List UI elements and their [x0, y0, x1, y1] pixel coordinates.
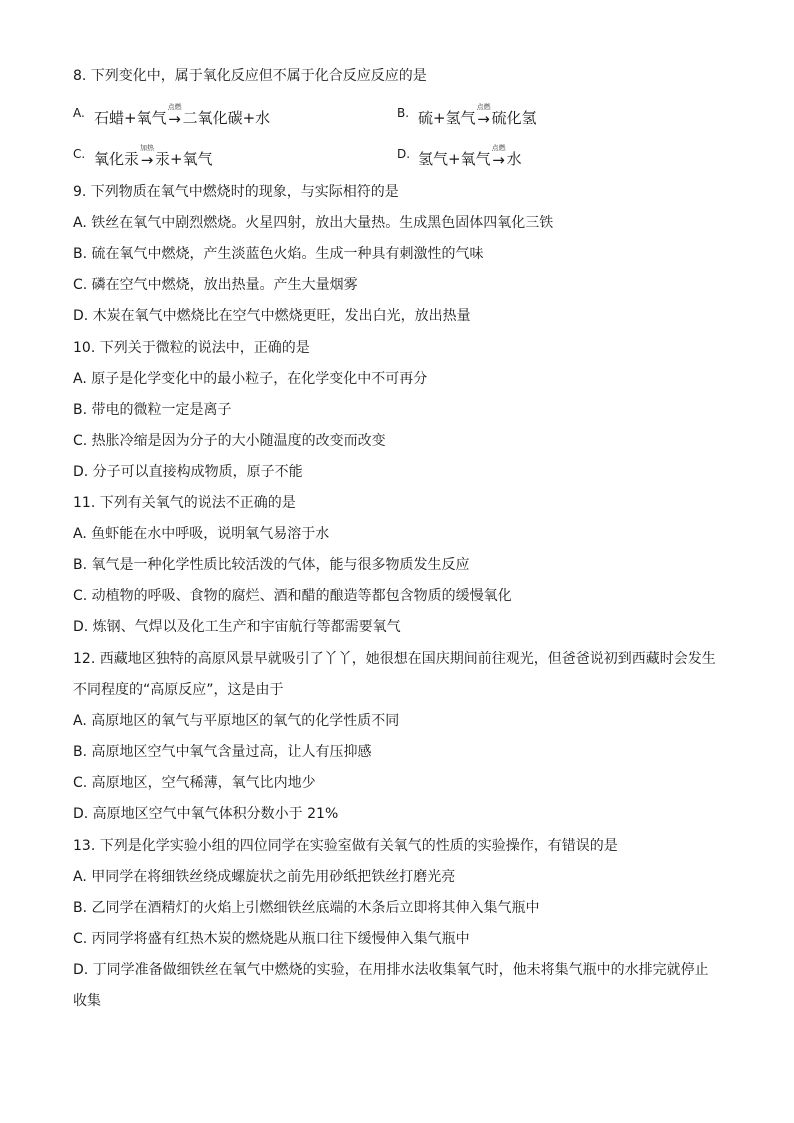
q9-stem: 9. 下列物质在氧气中燃烧时的现象，与实际相符的是	[73, 184, 399, 200]
q12-option-a[interactable]: A. 高原地区的氧气与平原地区的氧气的化学性质不同	[73, 713, 400, 729]
reaction-arrow	[168, 104, 182, 128]
q9-option-d[interactable]: D. 木炭在氧气中燃烧比在空气中燃烧更旺，发出白光，放出热量	[73, 308, 471, 324]
q13-option-a[interactable]: A. 甲同学在将细铁丝绕成螺旋状之前先用砂纸把铁丝打磨光亮	[73, 869, 456, 885]
q11-option-a[interactable]: A. 鱼虾能在水中呼吸，说明氧气易溶于水	[73, 526, 330, 542]
reaction-condition: 加热	[140, 144, 155, 152]
q8-option-b[interactable]	[418, 104, 537, 128]
q13-option-d-line2[interactable]: 收集	[73, 993, 101, 1009]
q10-option-d[interactable]: D. 分子可以直接构成物质，原子不能	[73, 464, 303, 480]
q12-stem-line1: 12. 西藏地区独特的高原风景早就吸引了丫丫，她很想在国庆期间前往观光，但爸爸说初到西藏时会发生	[73, 651, 716, 667]
q8-option-c[interactable]	[94, 145, 213, 169]
q13-option-b[interactable]: B. 乙同学在酒精灯的火焰上引燃细铁丝底端的木条后立即将其伸入集气瓶中	[73, 900, 540, 916]
q8-option-b-right: 硫化氢	[491, 109, 537, 127]
q11-option-b[interactable]: B. 氧气是一种化学性质比较活泼的气体，能与很多物质发生反应	[73, 557, 470, 573]
q11-option-d[interactable]: D. 炼钢、气焊以及化工生产和宇宙航行等都需要氧气	[73, 619, 401, 635]
q8-option-c-left: 氧化汞	[94, 150, 140, 168]
reaction-condition: 点燃	[491, 144, 506, 152]
q8-stem: 8. 下列变化中，属于氧化反应但不属于化合反应反应的是	[73, 68, 427, 84]
q8-option-a-letter: A.	[73, 106, 85, 120]
q8-option-b-left: 硫+氢气	[418, 109, 476, 127]
q12-option-b[interactable]: B. 高原地区空气中氧气含量过高，让人有压抑感	[73, 744, 372, 760]
arrow-icon: →	[168, 110, 181, 128]
q10-option-b[interactable]: B. 带电的微粒一定是离子	[73, 402, 232, 418]
q9-option-b[interactable]: B. 硫在氧气中燃烧，产生淡蓝色火焰。生成一种具有刺激性的气味	[73, 246, 484, 262]
q13-option-d-line1[interactable]: D. 丁同学准备做细铁丝在氧气中燃烧的实验，在用排水法收集氧气时，他未将集气瓶中的水排完就停止	[73, 962, 709, 978]
q8-option-c-letter: C.	[73, 147, 86, 161]
arrow-icon: →	[477, 110, 490, 128]
q8-option-a-right: 二氧化碳+水	[182, 109, 271, 127]
q8-option-d-letter: D.	[397, 147, 411, 161]
q8-option-c-right: 汞+氧气	[155, 150, 213, 168]
q8-option-d-left: 氢气+氧气	[418, 150, 491, 168]
q12-option-d[interactable]: D. 高原地区空气中氧气体积分数小于 21%	[73, 806, 339, 822]
q13-option-c[interactable]: C. 丙同学将盛有红热木炭的燃烧匙从瓶口往下缓慢伸入集气瓶中	[73, 931, 470, 947]
q8-option-a[interactable]	[94, 104, 270, 128]
reaction-condition: 点燃	[476, 103, 491, 111]
reaction-condition: 点燃	[167, 103, 182, 111]
q11-option-c[interactable]: C. 动植物的呼吸、食物的腐烂、酒和醋的酿造等都包含物质的缓慢氧化	[73, 588, 512, 604]
q12-option-c[interactable]: C. 高原地区，空气稀薄，氧气比内地少	[73, 775, 316, 791]
q8-option-d[interactable]	[418, 145, 522, 169]
q11-stem: 11. 下列有关氧气的说法不正确的是	[73, 495, 296, 511]
q10-option-c[interactable]: C. 热胀冷缩是因为分子的大小随温度的改变而改变	[73, 433, 386, 449]
q9-option-c[interactable]: C. 磷在空气中燃烧，放出热量。产生大量烟雾	[73, 277, 358, 293]
q10-option-a[interactable]: A. 原子是化学变化中的最小粒子，在化学变化中不可再分	[73, 371, 428, 387]
q9-option-a[interactable]: A. 铁丝在氧气中剧烈燃烧。火星四射，放出大量热。生成黑色固体四氧化三铁	[73, 215, 554, 231]
reaction-arrow	[140, 145, 154, 169]
reaction-arrow	[477, 104, 491, 128]
q10-stem: 10. 下列关于微粒的说法中，正确的是	[73, 340, 310, 356]
q8-option-d-right: 水	[506, 150, 522, 168]
arrow-icon: →	[140, 151, 154, 169]
q8-option-b-letter: B.	[397, 106, 410, 120]
arrow-icon: →	[492, 151, 505, 169]
reaction-arrow	[492, 145, 506, 169]
q8-option-a-left: 石蜡+氧气	[94, 109, 167, 127]
q12-stem-line2: 不同程度的“高原反应”，这是由于	[73, 682, 284, 698]
q13-stem: 13. 下列是化学实验小组的四位同学在实验室做有关氧气的性质的实验操作，有错误的是	[73, 838, 618, 854]
